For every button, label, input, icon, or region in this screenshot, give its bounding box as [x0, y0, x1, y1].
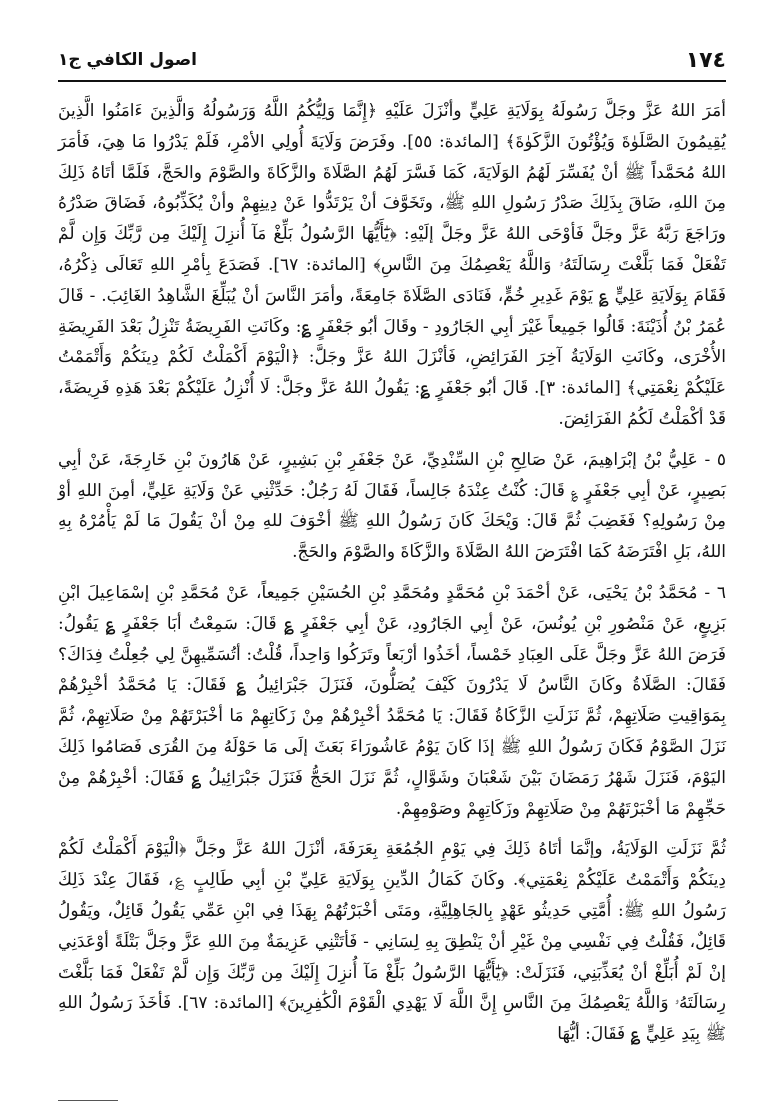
page-number: ١٧٤ [685, 47, 726, 73]
paragraph-hadith-6: ٦ - مُحَمَّدُ بْنُ يَحْيَى، عَنْ أحْمَدَ بْنِ مُحَمَّدٍ ومُحَمَّدِ بْنِ الحُسَيْنِ جَمِيعاً، عَنْ مُحَمَّدِ بْنِ إسْمَاعِيلَ ابْنِ بَزِيعٍ، عَنْ مَنْصُورِ بْنِ يُونُسَ، عَنْ أبِي الجَارُودِ، عَنْ أبِي جَعْفَرٍ ؏ قَالَ: سَمِعْتُ أبَا جَعْفَرٍ ؏ يَقُولُ: فَرَضَ اللهُ عَزَّ وجَلَّ عَلَى العِبَادِ خَمْساً، أخَذُوا أرْبَعاً وتَرَكُوا وَاحِداً، قُلْتُ: أتُسَمِّيهِنَّ لِي جُعِلْتُ فِدَاكَ؟ فَقَالَ: الصَّلَاةُ وكَانَ النَّاسُ لَا يَدْرُونَ كَيْفَ يُصَلُّونَ، فَنَزَلَ جَبْرَائِيلُ ؏ فَقَالَ: يَا مُحَمَّدُ أخْبِرْهُمْ بِمَوَاقِيتِ صَلَاتِهِمْ، ثُمَّ نَزَلَتِ الزَّكَاةُ فَقَالَ: يَا مُحَمَّدُ أخْبِرْهُمْ مِنْ زَكَاتِهِمْ مَا أخْبَرْتَهُمْ مِنْ صَلَاتِهِمْ، ثُمَّ نَزَلَ الصَّوْمُ فَكَانَ رَسُولُ اللهِ ﷺ إذَا كَانَ يَوْمُ عَاشُورَاءَ بَعَثَ إلَى مَا حَوْلَهُ مِنَ القُرَى فَصَامُوا ذَلِكَ اليَوْمَ، فَنَزَلَ شَهْرُ رَمَضَانَ بَيْنَ شَعْبَانَ وشَوَّالٍ، ثُمَّ نَزَلَ الحَجُّ فَنَزَلَ جَبْرَائِيلُ ؏ فَقَالَ: أخْبِرْهُمْ مِنْ حَجِّهِمْ مَا أخْبَرْتَهُمْ مِنْ صَلَاتِهِمْ وزَكَاتِهِمْ وصَوْمِهِمْ. [58, 582, 726, 819]
footnote-divider [58, 1100, 118, 1101]
paragraph-hadith-5: ٥ - عَلِيُّ بْنُ إبْرَاهِيمَ، عَنْ صَالِحِ بْنِ السِّنْدِيِّ، عَنْ جَعْفَرِ بْنِ بَشِيرٍ، عَنْ هَارُونَ بْنِ خَارِجَةَ، عَنْ أبِي بَصِيرٍ، عَنْ أبِي جَعْفَرٍ ؏ قَالَ: كُنْتُ عِنْدَهُ جَالِساً، فَقَالَ لَهُ رَجُلٌ: حَدِّثْنِي عَنْ وَلَايَةِ عَلِيٍّ، أمِنَ اللهِ أوْ مِنْ رَسُولِهِ؟ فَغَضِبَ ثُمَّ قَالَ: وَيْحَكَ كَانَ رَسُولُ اللهِ ﷺ أخْوَفَ للهِ مِنْ أنْ يَقُولَ مَا لَمْ يَأْمُرْهُ بِهِ اللهُ، بَلِ افْتَرَضَهُ كَمَا افْتَرَضَ اللهُ الصَّلَاةَ والزَّكَاةَ والصَّوْمَ والحَجَّ. [58, 449, 726, 563]
paragraph-continuation: ثُمَّ نَزَلَتِ الوَلَايَةُ، وإنَّمَا أتَاهُ ذَلِكَ فِي يَوْمِ الجُمُعَةِ بِعَرَفَةَ، أنْزَلَ اللهُ عَزَّ وجَلَّ ﴿الْيَوْمَ أَكْمَلْتُ لَكُمْ دِينَكُمْ وَأَتْمَمْتُ عَلَيْكُمْ نِعْمَتِي﴾. وكَانَ كَمَالُ الدِّينِ بِوَلَايَةِ عَلِيِّ بْنِ أبِي طَالِبٍ ؏، فَقَالَ عِنْدَ ذَلِكَ رَسُولُ اللهِ ﷺ: أُمَّتِي حَدِيثُو عَهْدٍ بِالجَاهِلِيَّةِ، ومَتَى أخْبَرْتُهُمْ بِهَذَا فِي ابْنِ عَمِّي يَقُولُ قَائِلٌ، ويَقُولُ قَائِلٌ، فَقُلْتُ فِي نَفْسِي مِنْ غَيْرِ أنْ يَنْطِقَ بِهِ لِسَانِي - فَأتَتْنِي عَزِيمَةٌ مِنَ اللهِ عَزَّ وجَلَّ بَتْلَةً أوْعَدَنِي إنْ لَمْ أُبَلِّغْ أنْ يُعَذِّبَنِي، فَنَزَلَتْ: ﴿يَٰٓأَيُّهَا الرَّسُولُ بَلِّغْ مَآ أُنزِلَ إِلَيْكَ مِن رَّبِّكَ وَإِن لَّمْ تَفْعَلْ فَمَا بَلَّغْتَ رِسَالَتَهُۥ وَاللَّهُ يَعْصِمُكَ مِنَ النَّاسِ إِنَّ اللَّهَ لَا يَهْدِي الْقَوْمَ الْكَٰفِرِينَ﴾ [المائدة: ٦٧]. فَأخَذَ رَسُولُ اللهِ ﷺ بِيَدِ عَلِيٍّ ؏ فَقَالَ: أيُّهَا [58, 839, 727, 1045]
page-header [58, 40, 726, 82]
paragraph-1: أمَرَ اللهُ عَزَّ وجَلَّ رَسُولَهُ بِوَلَايَةِ عَلِيٍّ وأنْزَلَ عَلَيْهِ ﴿إِنَّمَا وَلِيُّكُمُ اللَّهُ وَرَسُولُهُ وَالَّذِينَ ءَامَنُوا الَّذِينَ يُقِيمُونَ الصَّلَوٰةَ وَيُؤْتُونَ الزَّكَوٰةَ﴾ [المائدة: ٥٥]. وفَرَضَ وَلَايَةَ أُولِي الأمْرِ، فَلَمْ يَدْرُوا مَا هِيَ، فَأمَرَ اللهُ مُحَمَّداً ﷺ أنْ يُفَسِّرَ لَهُمُ الوَلَايَةَ، كَمَا فَسَّرَ لَهُمُ الصَّلَاةَ والزَّكَاةَ والصَّوْمَ والحَجَّ، فَلَمَّا أتَاهُ ذَلِكَ مِنَ اللهِ، ضَاقَ بِذَلِكَ صَدْرُ رَسُولِ اللهِ ﷺ، وتَخَوَّفَ أنْ يَرْتَدُّوا عَنْ دِينِهِمْ وأنْ يُكَذِّبُوهُ، فَضَاقَ صَدْرُهُ ورَاجَعَ رَبَّهُ عَزَّ وجَلَّ فَأوْحَى اللهُ عَزَّ وجَلَّ إلَيْهِ: ﴿يَٰٓأَيُّهَا الرَّسُولُ بَلِّغْ مَآ أُنزِلَ إِلَيْكَ مِن رَّبِّكَ وَإِن لَّمْ تَفْعَلْ فَمَا بَلَّغْتَ رِسَالَتَهُۥ وَاللَّهُ يَعْصِمُكَ مِنَ النَّاسِ﴾ [المائدة: ٦٧]. فَصَدَعَ بِأمْرِ اللهِ تَعَالَى ذِكْرُهُ، فَقَامَ بِوَلَايَةِ عَلِيٍّ ؏ يَوْمَ غَدِيرِ خُمٍّ، فَنَادَى الصَّلَاةَ جَامِعَةً، وأمَرَ النَّاسَ أنْ يُبَلِّغَ الشَّاهِدُ الغَائِبَ. - قَالَ عُمَرُ بْنُ أُذَيْنَةَ: قَالُوا جَمِيعاً غَيْرَ أبِي الجَارُودِ - وقَالَ أبُو جَعْفَرٍ ؏: وكَانَتِ الفَرِيضَةُ تَنْزِلُ بَعْدَ الفَرِيضَةِ الأُخْرَى، وكَانَتِ الوَلَايَةُ آخِرَ الفَرَائِضِ، فَأنْزَلَ اللهُ عَزَّ وجَلَّ: ﴿الْيَوْمَ أَكْمَلْتُ لَكُمْ دِينَكُمْ وَأَتْمَمْتُ عَلَيْكُمْ نِعْمَتِي﴾ [المائدة: ٣]. قَالَ أبُو جَعْفَرٍ ؏: يَقُولُ اللهُ عَزَّ وجَلَّ: لَا أُنْزِلُ عَلَيْكُمْ بَعْدَ هَذِهِ فَرِيضَةً، قَدْ أكْمَلْتُ لَكُمُ الفَرَائِضَ. [58, 101, 727, 429]
book-title: اصول الكافي ج١ [58, 50, 197, 70]
page-body [58, 96, 726, 1050]
